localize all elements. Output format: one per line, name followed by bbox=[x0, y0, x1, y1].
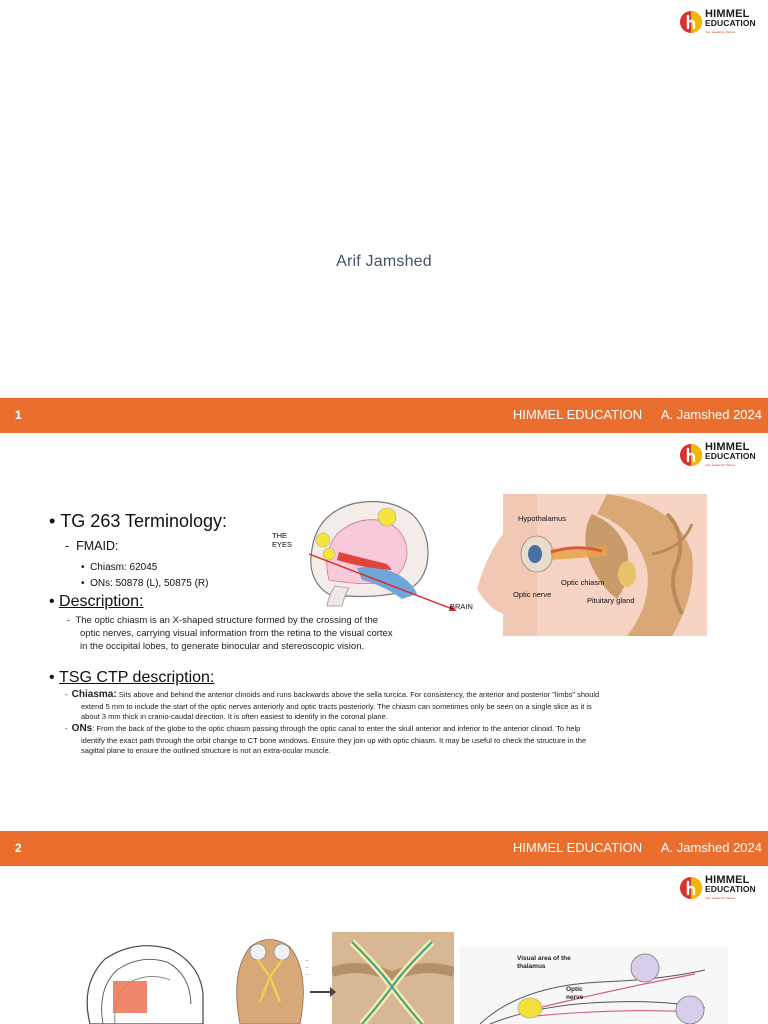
ons-line: sagittal plane to ensure the outlined structure is not an extra-ocular muscle. bbox=[81, 746, 331, 755]
description-line: The optic chiasm is an X-shaped structure formed by the crossing of the bbox=[75, 615, 379, 626]
logo-tagline: Your academic Partner bbox=[705, 463, 736, 467]
label-the-eyes: THE EYES bbox=[272, 531, 293, 549]
brain-visual-pathway-diagram bbox=[267, 494, 482, 612]
footer-org: HIMMEL EDUCATION bbox=[512, 840, 643, 855]
fmaid-item: Chiasm: 62045 bbox=[90, 562, 158, 573]
tsg-heading: TSG CTP description: bbox=[59, 669, 215, 686]
logo-line2: EDUCATION bbox=[705, 884, 756, 894]
logo-line1: HIMMEL bbox=[705, 441, 750, 453]
himmel-logo bbox=[679, 874, 759, 900]
bullet-icon: • bbox=[49, 511, 61, 531]
chiasm-closeup-diagram bbox=[332, 932, 454, 1024]
chiasma-line: extend 5 mm to include the start of the optic nerves anteriorly and optic tracts posteriorly. The chiasm can sometimes only be seen on a single slice as it is bbox=[81, 702, 592, 711]
fmaid-label: FMAID: bbox=[76, 539, 119, 553]
author-name: Arif Jamshed bbox=[336, 253, 432, 270]
ons-line: : From the back of the globe to the optic chiasm passing through the optic canal to enter the skull anterior and inferior to the anterior clinoid. To help bbox=[92, 724, 581, 733]
ons-line: identify the exact path through the orbit change to CT bone windows. Ensure they join up with optic chiasm. It may be useful to check the structure in the bbox=[81, 736, 587, 745]
himmel-logo bbox=[679, 8, 759, 34]
chiasma-line: about 3 mm thick in cranio-caudal direction. It is often easiest to identify in the coronal plane. bbox=[81, 712, 388, 721]
himmel-logo-icon bbox=[679, 876, 703, 900]
brain-sagittal-line-drawing bbox=[75, 934, 205, 1024]
footer-credit: A. Jamshed 2024 bbox=[660, 407, 762, 422]
slide-2-footer bbox=[0, 831, 768, 866]
label-optic-chiasm: Optic chiasm bbox=[561, 578, 605, 587]
label-pituitary-gland: Pituitary gland bbox=[587, 596, 635, 605]
logo-line2: EDUCATION bbox=[705, 451, 756, 461]
head-eye-chiasm-diagram bbox=[477, 494, 707, 636]
logo-tagline: Your academic Partner bbox=[705, 896, 736, 900]
label-optic-nerve: Optic nerve bbox=[513, 590, 552, 599]
chiasma-line: Sits above and behind the anterior clinoids and runs backwards above the sella turcica. For consistency, the anterior and posterior "limbs" should bbox=[118, 690, 600, 699]
label-hypothalamus: Hypothalamus bbox=[518, 514, 566, 523]
footer-org: HIMMEL EDUCATION bbox=[512, 407, 643, 422]
description-heading: Description: bbox=[59, 593, 144, 610]
description-line: optic nerves, carrying visual information from the retina to the visual cortex bbox=[80, 628, 393, 639]
himmel-logo bbox=[679, 441, 759, 467]
slide-1-footer bbox=[0, 398, 768, 433]
logo-tagline: Your academic Partner bbox=[705, 30, 736, 34]
slide-number: 1 bbox=[15, 408, 22, 422]
himmel-logo-icon bbox=[679, 10, 703, 34]
visual-pathway-thalamus-diagram bbox=[460, 946, 728, 1024]
logo-line2: EDUCATION bbox=[705, 18, 756, 28]
label-optic-nerve: Optic nerve bbox=[566, 986, 584, 1001]
himmel-logo-icon bbox=[679, 443, 703, 467]
description-line: in the occipital lobes, to generate binocular and stereoscopic vision. bbox=[80, 641, 365, 652]
skull-base-diagram bbox=[230, 932, 310, 1024]
slide-3: HIMMEL EDUCATION Your academic Partner — — — Visual area of the thalamus Optic nerve bbox=[0, 866, 768, 1024]
label-brain: BRAIN bbox=[450, 602, 473, 611]
slide-number: 2 bbox=[15, 841, 22, 855]
logo-line1: HIMMEL bbox=[705, 8, 750, 20]
label-visual-area-thalamus: Visual area of the thalamus bbox=[517, 955, 571, 970]
fmaid-item: ONs: 50878 (L), 50875 (R) bbox=[90, 578, 209, 589]
slide-2-content: • TG 263 Terminology: - FMAID: • Chiasm: 62045 • ONs: 50878 (L), 50875 (R) • Description: - The optic chiasm is an X-shaped structure formed by the crossing of the optic nerves, carrying visual information from the retina to the visual cortex in the occipital lobes, to generate binocular and stereoscopic vision. THE EYES BRAIN Hypothalamus Optic chiasm Optic nerve Pituitary gland • TSG CTP description: - Chiasma: Sits above and behind the anterior clinoids and runs backwards above the sella turcica. For consistency, the anterior and posterior "limbs" should extend 5 mm to include the start of the optic nerves anteriorly and optic tracts posteriorly. The chiasm can sometimes only be seen on a single slice as it is about 3 mm thick in cranio-caudal direction. It is often easiest to identify in the coronal plane. - ONs: From the back of the globe to the optic chiasm passing through the optic canal to enter the skull anterior and inferior to the anterior clinoid. To help identify the exact path through the orbit change to CT bone windows. Ensure they join up with optic chiasm. It may be useful to check the structure in the sagittal plane to ensure the outlined structure is not an extra-ocular muscle. bbox=[37, 490, 707, 770]
logo-line1: HIMMEL bbox=[705, 874, 750, 886]
ons-label: ONs bbox=[71, 723, 93, 734]
arrow-icon bbox=[310, 986, 336, 998]
chiasma-label: Chiasma: bbox=[71, 689, 117, 700]
slide-1 bbox=[0, 0, 768, 398]
tg263-heading: TG 263 Terminology: bbox=[60, 511, 228, 531]
footer-credit: A. Jamshed 2024 bbox=[660, 840, 762, 855]
